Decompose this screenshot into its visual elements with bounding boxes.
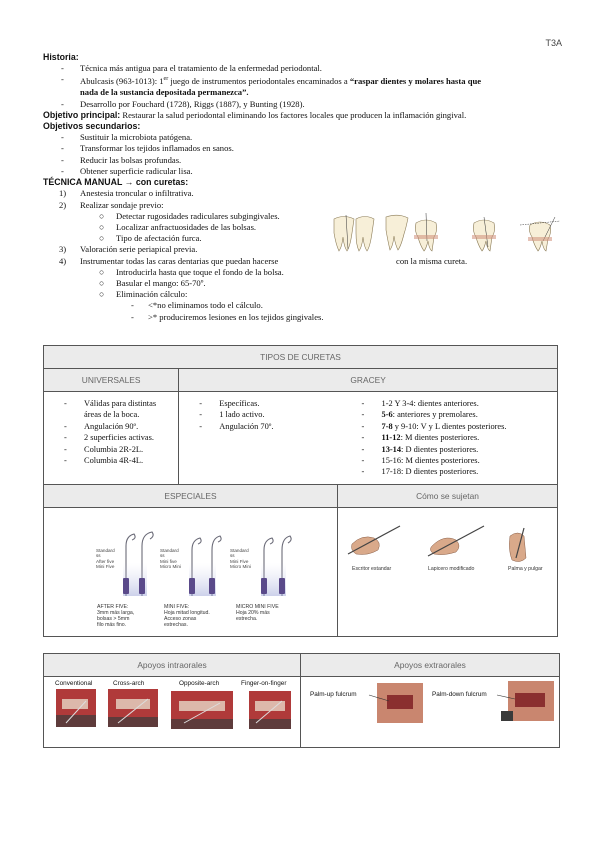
especiales-small-labels: Standard ss Mini five Micro Mini [160,548,181,570]
instrumentar-subitem: ○ Introducirla hasta que toque el fondo de la bolsa. [99,266,284,277]
grips-illustration [338,514,556,584]
intraorales-header: Apoyos intraorales [44,654,301,677]
universales-item: - Válidas para distintas [44,398,178,409]
apoyos-table [43,653,560,748]
gracey-range: - 1-2 Y 3-4: dientes anteriores. [342,398,558,409]
universales-item: - 2 superficies activas. [44,432,178,443]
after-five-caption: AFTER FIVE: 3mm más larga, bolsas > 5mm filo más fino. [97,604,135,628]
gracey-range: - 11-12: M dientes posteriores. [342,432,558,443]
document-body [43,52,563,323]
gracey-header: GRACEY [179,369,558,392]
objetivo-principal: Objetivo principal: Restaurar la salud periodontal eliminando los factores locales que producen la inflamación gingival. [43,109,467,120]
apoyo-label: Opposite-arch [179,680,220,687]
sondaje-subitem: ○ Localizar anfractuosidades de las bolsas. [99,221,257,232]
grip-caption: Escritor estandar [352,566,392,572]
gracey-range: - 17-18: D dientes posteriores. [342,466,558,477]
especiales-header: ESPECIALES [44,485,338,508]
apoyo-label: Palm-up fulcrum [310,691,357,698]
instrumentar-subitem: ○ Basular el mango: 65-70º. [99,277,206,288]
universales-item: - Angulación 90º. [44,421,178,432]
objetivo-item: - Reducir las bolsas profundas. [61,154,182,165]
tecnica-step: 2) Realizar sondaje previo: [59,199,164,210]
universales-item: - Columbia 4R-4L. [44,455,178,466]
gracey-item: - Específicas. [179,398,337,409]
objetivo-item: - Sustituir la microbiota patógena. [61,132,193,143]
gracey-range: - 5-6: anteriores y premolares. [342,409,558,420]
sujetan-cell [338,508,558,637]
historia-item: - Técnica más antigua para el tratamiento de la enfermedad periodontal. [61,63,322,74]
gracey-cell-1 [179,392,338,485]
curetas-table [43,345,558,637]
gracey-item: - 1 lado activo. [179,409,337,420]
universales-item: - Columbia 2R-2L. [44,444,178,455]
page-label: T3A [545,38,562,48]
extraorales-header: Apoyos extraorales [301,654,560,677]
apoyo-label: Palm-down fulcrum [432,691,487,698]
extraorales-cell [301,677,560,748]
grip-caption: Palma y pulgar [508,566,543,572]
intraorales-photos [44,677,300,747]
tecnica-heading: TÉCNICA MANUAL → con curetas: [43,177,189,188]
sondaje-subitem: ○ Detectar rugosidades radiculares subgingivales. [99,210,280,221]
sujetan-header: Cómo se sujetan [338,485,558,508]
historia-item: - Desarrollo por Fouchard (1728), Riggs (1887), y Bunting (1928). [61,98,305,109]
especiales-small-labels: Standard ss Mini Five Micro Mini [230,548,251,570]
universales-header: UNIVERSALES [44,369,179,392]
gracey-range: - 13-14: D dientes posteriores. [342,444,558,455]
tecnica-step: 1) Anestesia troncular o infiltrativa. [59,188,194,199]
micro-mini-five-caption: MICRO MINI FIVE Hoja 20% más estrecha. [236,604,279,622]
calculo-subitem: - >* produciremos lesiones en los tejidos gingivales. [131,311,324,322]
grip-caption: Lapicero modificado [428,566,475,572]
gracey-range: - 7-8 y 9-10: V y L dientes posteriores. [342,421,558,432]
universales-cell [44,392,179,485]
gracey-item: - Angulación 70º. [179,421,337,432]
mini-five-caption: MINI FIVE: Hoja mitad longitud. Acceso zonas estrechas. [164,604,210,628]
instrumentar-subitem: ○ Eliminación cálculo: [99,289,188,300]
tecnica-step: 3) Valoración serie periapical previa. [59,244,198,255]
especiales-small-labels: Standard ss After five Mini Five [96,548,115,570]
gracey-cell-2 [338,392,558,485]
tecnica-step: 4) Instrumentar todas las caras dentarias que puedan hacerse con la misma cureta. [59,255,468,266]
objetivo-item: - Obtener superficie radicular lisa. [61,165,193,176]
apoyo-label: Cross-arch [113,680,145,687]
historia-item-abulcasis: - Abulcasis (963-1013): 1er juego de instrumentos periodontales encaminados a “raspar dientes y molares hasta que [61,74,482,87]
teeth-sondaje-illustration [330,213,565,255]
gracey-range: - 15-16: M dientes posteriores. [342,455,558,466]
sondaje-subitem: ○ Tipo de afectación furca. [99,233,202,244]
objetivo-item: - Transformar los tejidos inflamados en sanos. [61,143,234,154]
historia-heading: Historia: [43,52,79,62]
apoyo-label: Conventional [55,680,93,687]
extraorales-photos [301,677,559,747]
universales-item-cont: áreas de la boca. [84,410,140,420]
curetas-table-title: TIPOS DE CURETAS [44,346,558,369]
objetivos-secundarios-heading: Objetivos secundarios: [43,121,141,132]
apoyo-label: Finger-on-finger [241,680,287,687]
especiales-cell [44,508,338,637]
intraorales-cell [44,677,301,748]
historia-item-abulcasis-cont: nada de la sustancia depositada permanezca”. [80,87,249,98]
calculo-subitem: - <*no eliminamos todo el cálculo. [131,300,263,311]
